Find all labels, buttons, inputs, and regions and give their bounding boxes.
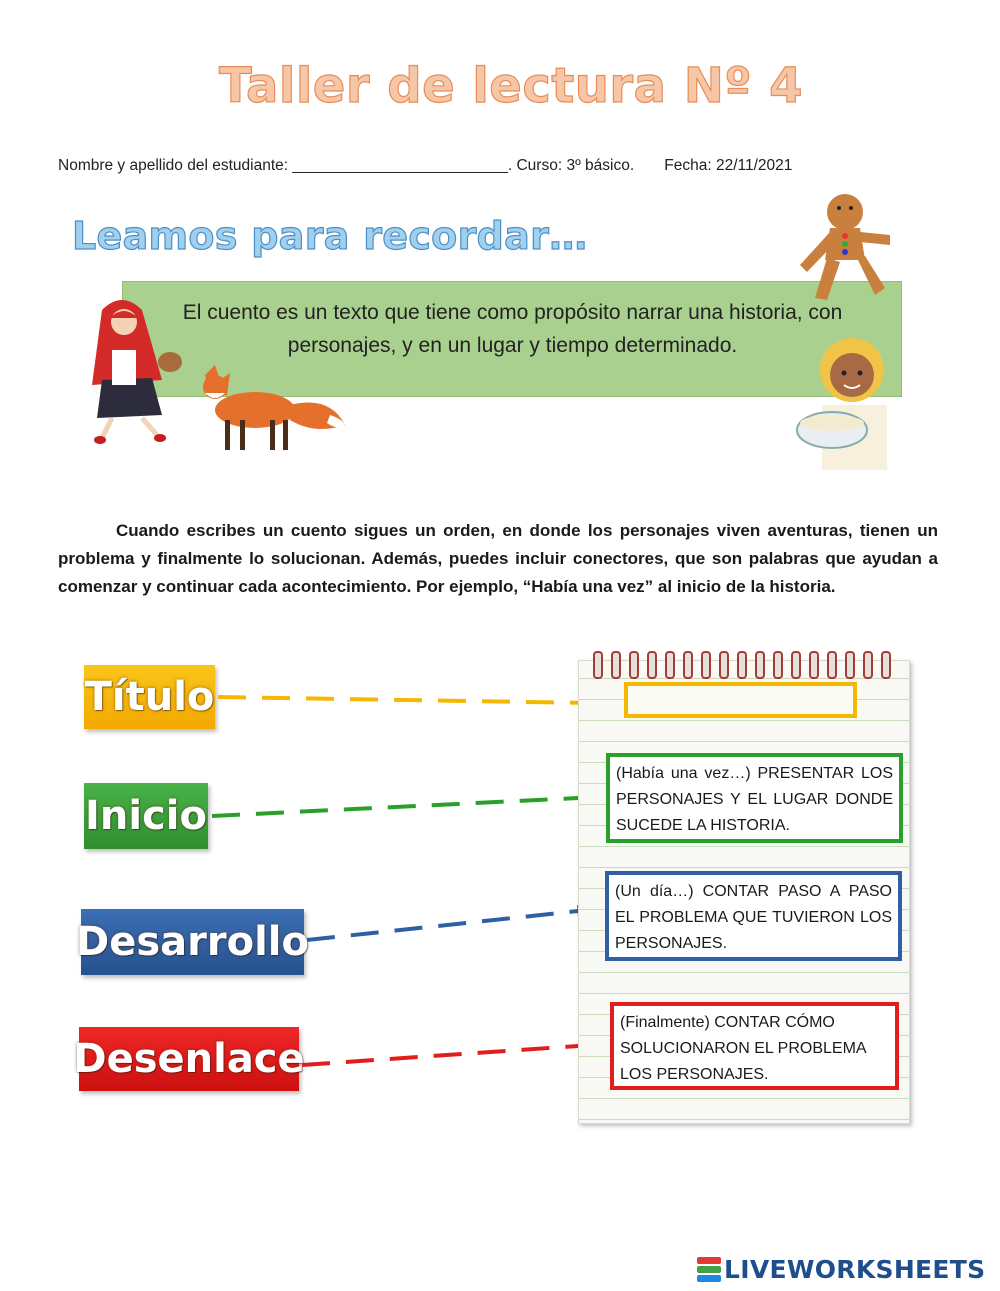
notebook-ring: [881, 651, 891, 679]
desarrollo-box: (Un día…) CONTAR PASO A PASO EL PROBLEMA QUE TUVIERON LOS PERSONAJES.: [605, 871, 902, 961]
liveworksheets-logo-icon: [697, 1257, 721, 1283]
definition-text: El cuento es un texto que tiene como propósito narrar una historia, con personajes, y en un lugar y tiempo determinado.: [182, 301, 843, 357]
notebook-ring: [719, 651, 729, 679]
footer-brand: [697, 1255, 985, 1284]
section-heading: Leamos para recordar…: [72, 214, 588, 258]
label-desarrollo: Desarrollo: [81, 909, 304, 975]
arrow-desarrollo: [307, 911, 578, 940]
notebook-ring: [809, 651, 819, 679]
notebook-ring: [827, 651, 837, 679]
notebook-ring: [665, 651, 675, 679]
notebook-ring: [845, 651, 855, 679]
notebook-ring: [791, 651, 801, 679]
label-desenlace: Desenlace: [79, 1027, 299, 1091]
notebook-ring: [701, 651, 711, 679]
inicio-box: (Había una vez…) PRESENTAR LOS PERSONAJES Y EL LUGAR DONDE SUCEDE LA HISTORIA.: [606, 753, 903, 843]
arrow-inicio: [212, 798, 578, 816]
notebook-ring: [629, 651, 639, 679]
notebook-ring: [647, 651, 657, 679]
notebook: [578, 660, 910, 1124]
label-titulo: Título: [84, 665, 215, 729]
notebook-ring: [773, 651, 783, 679]
page-title: Taller de lectura Nº 4: [218, 58, 804, 114]
notebook-ring: [755, 651, 765, 679]
footer-brand-text: LIVEWORKSHEETS: [724, 1255, 986, 1284]
notebook-ring: [593, 651, 603, 679]
instruction-text: Cuando escribes un cuento sigues un orden, en donde los personajes viven aventuras, tienen un problema y finalmente lo solucionan. Además, puedes incluir conectores, que son palabras que ayudan a comenzar y continuar cada acontecimiento. Por ejemplo, “Había una vez” al inicio de la historia.: [58, 521, 938, 596]
arrow-titulo: [218, 697, 592, 703]
student-info-line: Nombre y apellido del estudiante: _________________________. Curso: 3º básico. Fecha: 22/11/2021: [58, 157, 793, 174]
notebook-ring: [683, 651, 693, 679]
notebook-ring: [611, 651, 621, 679]
notebook-ring: [863, 651, 873, 679]
notebook-ring: [737, 651, 747, 679]
desenlace-box: (Finalmente) CONTAR CÓMO SOLUCIONARON EL PROBLEMA LOS PERSONAJES.: [610, 1002, 899, 1090]
label-inicio: Inicio: [84, 783, 208, 849]
title-box: [624, 682, 857, 718]
arrow-desenlace: [302, 1045, 592, 1065]
